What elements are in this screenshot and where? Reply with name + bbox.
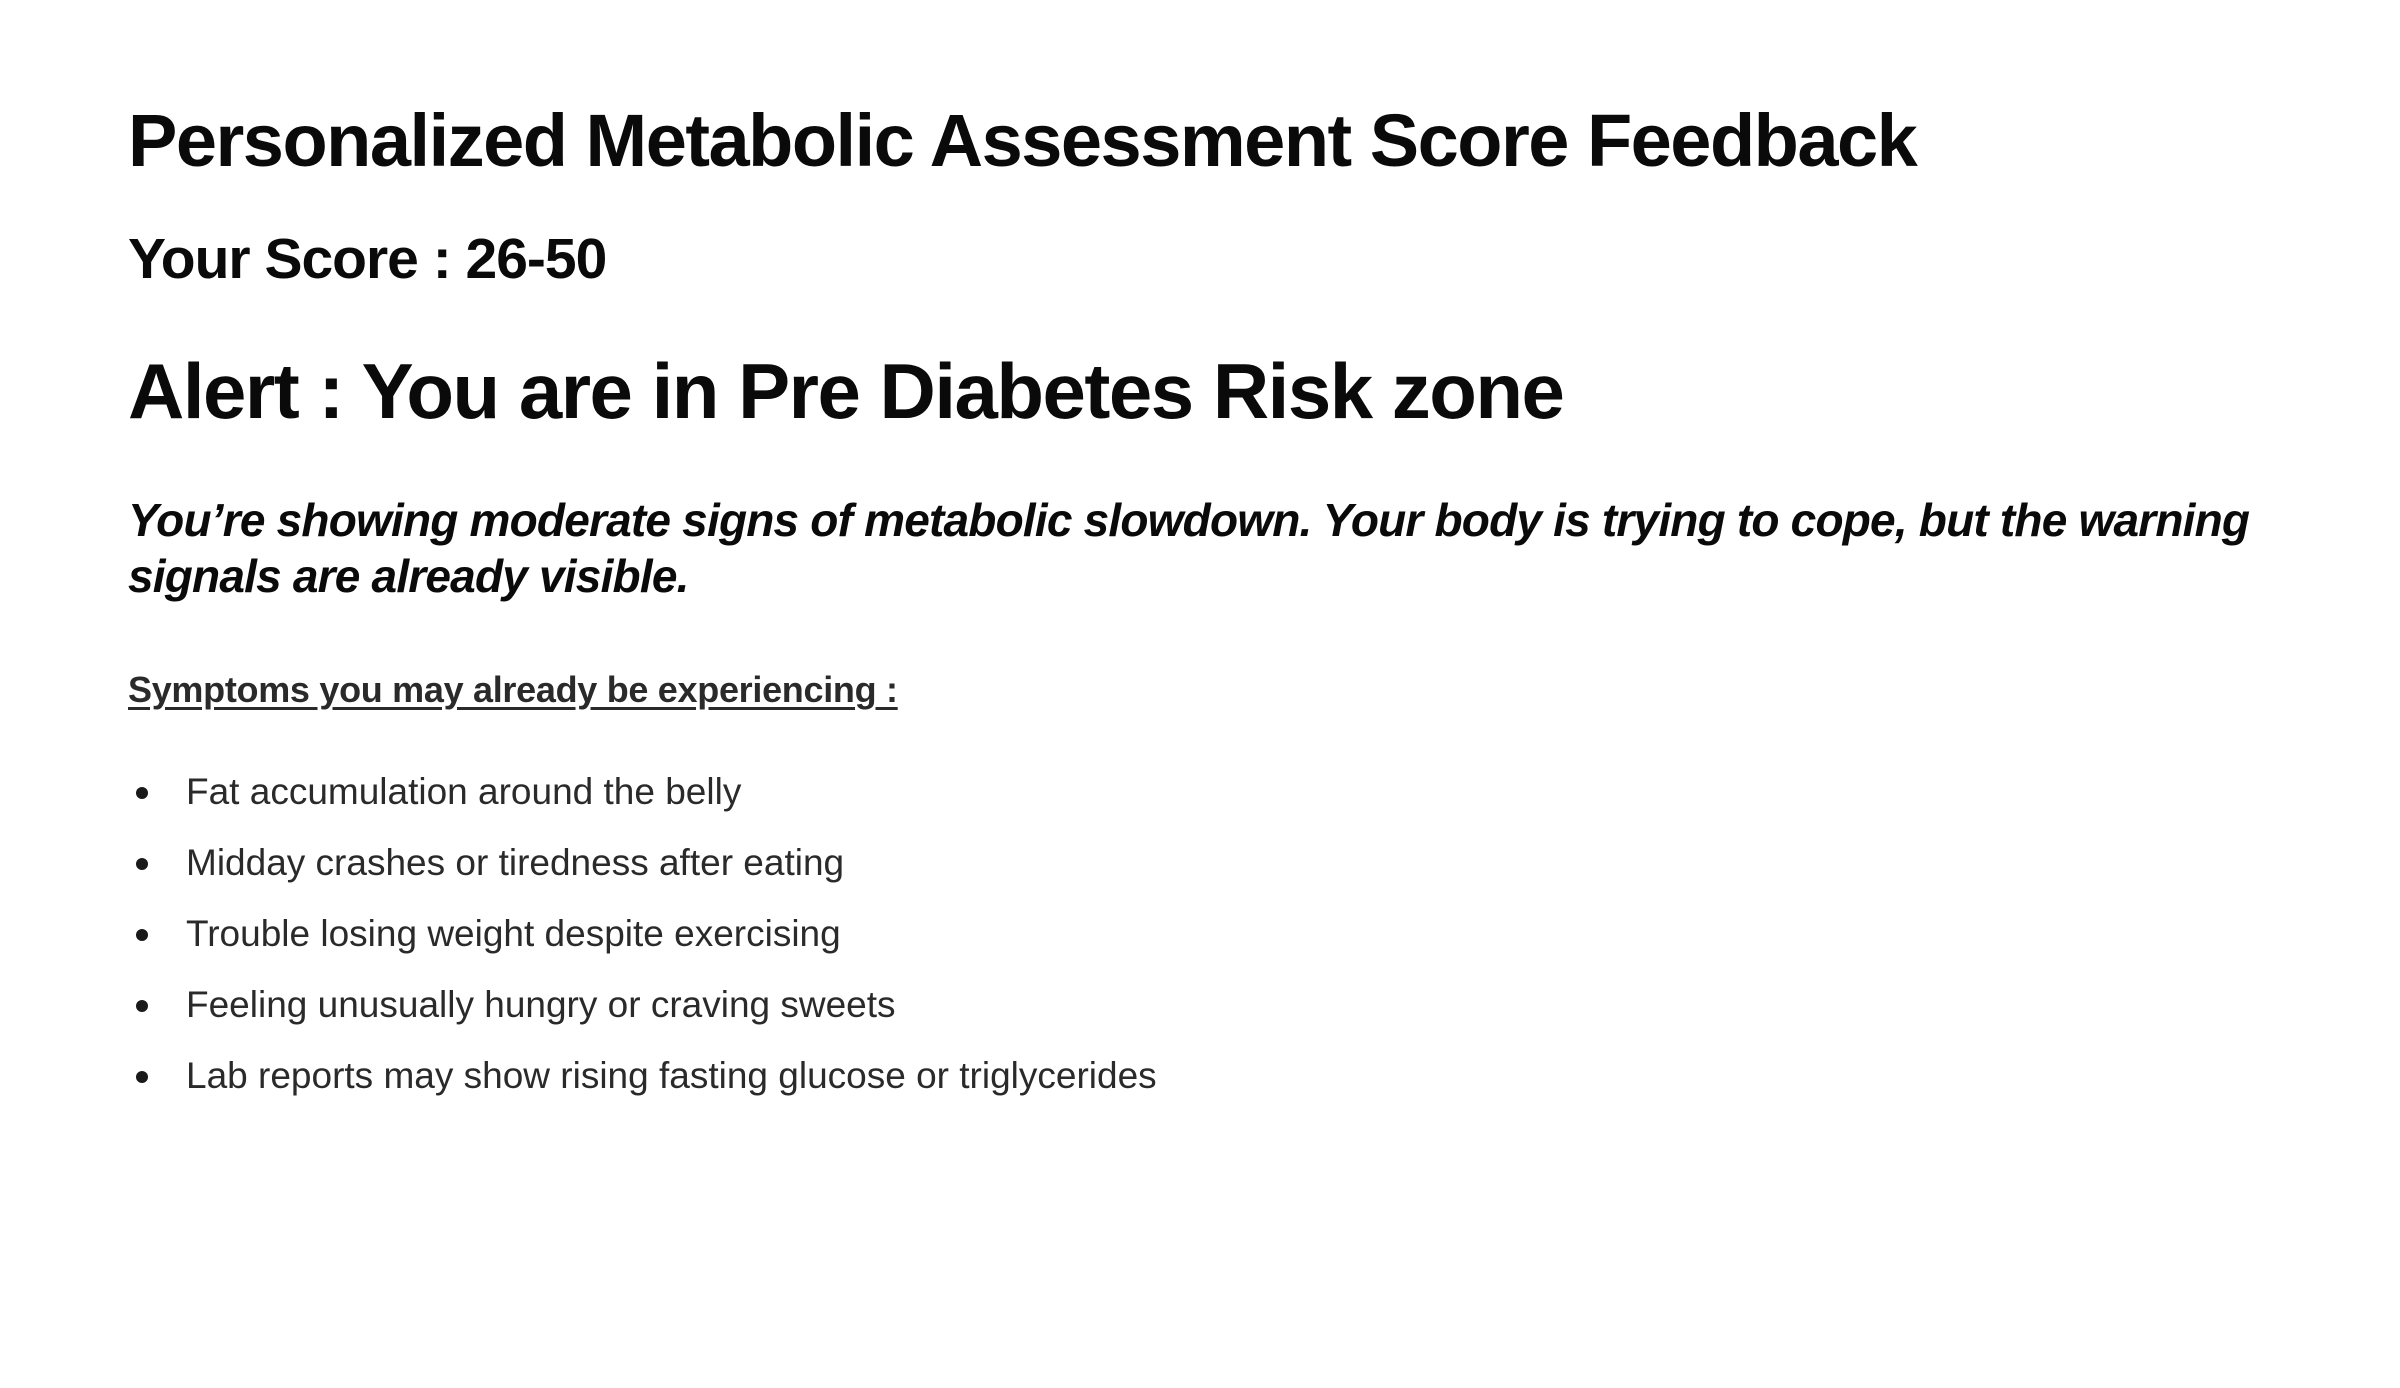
symptom-text: Trouble losing weight despite exercising: [186, 913, 841, 954]
symptom-list: [128, 764, 1157, 1119]
list-item: [128, 906, 1157, 977]
symptom-text: Lab reports may show rising fasting glucose or triglycerides: [186, 1055, 1157, 1096]
symptoms-heading: Symptoms you may already be experiencing :: [128, 669, 898, 710]
bullet-icon: [136, 787, 148, 799]
symptom-text: Midday crashes or tiredness after eating: [186, 842, 845, 883]
page-title: Personalized Metabolic Assessment Score Feedback: [128, 99, 1917, 182]
score-range: Your Score : 26-50: [128, 227, 607, 291]
bullet-icon: [136, 1000, 148, 1012]
risk-alert: Alert : You are in Pre Diabetes Risk zone: [128, 347, 1564, 435]
symptom-text: Feeling unusually hungry or craving sweets: [186, 984, 896, 1025]
bullet-icon: [136, 929, 148, 941]
list-item: [128, 835, 1157, 906]
list-item: [128, 764, 1157, 835]
list-item: [128, 1048, 1157, 1119]
bullet-icon: [136, 858, 148, 870]
list-item: [128, 977, 1157, 1048]
symptom-text: Fat accumulation around the belly: [186, 771, 742, 812]
assessment-summary: You’re showing moderate signs of metabolic slowdown. Your body is trying to cope, but the warning signals are already visible.: [128, 494, 2250, 602]
bullet-icon: [136, 1071, 148, 1083]
